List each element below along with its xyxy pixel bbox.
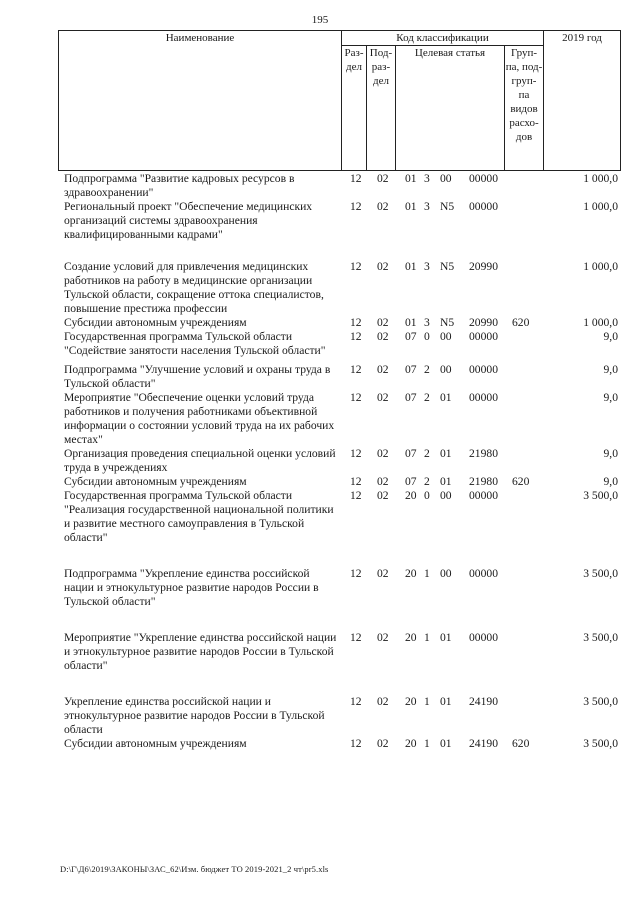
row-podr: 02 xyxy=(377,330,389,343)
table-row xyxy=(64,489,624,567)
row-razd: 12 xyxy=(350,200,362,213)
page-number: 195 xyxy=(311,14,329,26)
row-p4: 24190 xyxy=(469,695,498,708)
row-p2: 0 xyxy=(424,489,430,502)
row-p3: N5 xyxy=(440,316,455,329)
row-razd: 12 xyxy=(350,260,362,273)
row-podr: 02 xyxy=(377,447,389,460)
row-sum: 9,0 xyxy=(603,330,618,343)
row-name: Мероприятие "Укрепление единства российской нации и этнокультурное развитие народов России в Тульской области" xyxy=(64,631,337,672)
table-row xyxy=(64,363,624,391)
row-p3: 01 xyxy=(440,631,452,644)
header-name: Наименование xyxy=(59,31,342,171)
row-p4: 21980 xyxy=(469,447,498,460)
row-sum: 1 000,0 xyxy=(583,260,618,273)
table-row xyxy=(64,316,624,330)
row-name: Государственная программа Тульской области "Реализация государственной национальной политики и развитие местного самоуправления в Тульской области" xyxy=(64,489,334,544)
file-path-footer: D:\Г\Д6\2019\ЗАКОНЫ\ЗАС_62\Изм. бюджет ТО 2019-2021_2 чт\pr5.xls xyxy=(60,864,329,874)
table-row xyxy=(64,475,624,489)
row-razd: 12 xyxy=(350,363,362,376)
row-p4: 00000 xyxy=(469,200,498,213)
row-p2: 0 xyxy=(424,330,430,343)
row-podr: 02 xyxy=(377,200,389,213)
row-sum: 3 500,0 xyxy=(583,695,618,708)
row-p1: 20 xyxy=(405,567,417,580)
row-name: Подпрограмма "Улучшение условий и охраны труда в Тульской области" xyxy=(64,363,331,390)
row-p3: 01 xyxy=(440,475,452,488)
row-p1: 20 xyxy=(405,631,417,644)
row-p4: 00000 xyxy=(469,363,498,376)
row-name: Подпрограмма "Укрепление единства российской нации и этнокультурное развитие народов России в Тульской области" xyxy=(64,567,319,608)
row-p1: 07 xyxy=(405,330,417,343)
row-razd: 12 xyxy=(350,172,362,185)
table-row xyxy=(64,260,624,316)
row-p2: 2 xyxy=(424,391,430,404)
row-podr: 02 xyxy=(377,363,389,376)
row-razd: 12 xyxy=(350,330,362,343)
row-p4: 00000 xyxy=(469,567,498,580)
row-grp: 620 xyxy=(512,316,530,329)
row-p2: 2 xyxy=(424,447,430,460)
row-sum: 9,0 xyxy=(603,475,618,488)
table-body xyxy=(64,172,624,751)
row-razd: 12 xyxy=(350,737,362,750)
row-sum: 9,0 xyxy=(603,447,618,460)
row-name: Мероприятие "Обеспечение оценки условий труда работников и получения работниками объективной информации о состоянии условий труда на их рабочих местах" xyxy=(64,391,335,446)
row-p4: 21980 xyxy=(469,475,498,488)
row-razd: 12 xyxy=(350,567,362,580)
row-name: Укрепление единства российской нации и этнокультурное развитие народов России в Тульской области xyxy=(64,695,325,736)
row-razd: 12 xyxy=(350,475,362,488)
row-razd: 12 xyxy=(350,447,362,460)
row-name: Организация проведения специальной оценки условий труда в учреждениях xyxy=(64,447,336,474)
row-sum: 3 500,0 xyxy=(583,631,618,644)
row-razd: 12 xyxy=(350,391,362,404)
row-name: Создание условий для привлечения медицинских работников на работу в медицинские организации Тульской области, сокращение оттока специалистов, повышение престижа профессии xyxy=(64,260,324,315)
row-p4: 00000 xyxy=(469,391,498,404)
row-podr: 02 xyxy=(377,316,389,329)
row-p3: 01 xyxy=(440,737,452,750)
row-p3: N5 xyxy=(440,200,455,213)
row-podr: 02 xyxy=(377,695,389,708)
row-p1: 20 xyxy=(405,489,417,502)
header-podrazdel: Под- раз- дел xyxy=(367,46,396,171)
row-p2: 1 xyxy=(424,737,430,750)
row-podr: 02 xyxy=(377,631,389,644)
row-p4: 00000 xyxy=(469,330,498,343)
row-p1: 07 xyxy=(405,447,417,460)
row-grp: 620 xyxy=(512,475,530,488)
row-p1: 20 xyxy=(405,695,417,708)
row-p2: 3 xyxy=(424,172,430,185)
row-p1: 01 xyxy=(405,260,417,273)
row-razd: 12 xyxy=(350,316,362,329)
row-podr: 02 xyxy=(377,260,389,273)
row-sum: 9,0 xyxy=(603,363,618,376)
row-p3: 01 xyxy=(440,695,452,708)
row-podr: 02 xyxy=(377,475,389,488)
row-p4: 24190 xyxy=(469,737,498,750)
row-sum: 1 000,0 xyxy=(583,172,618,185)
row-podr: 02 xyxy=(377,737,389,750)
row-p2: 2 xyxy=(424,363,430,376)
row-sum: 1 000,0 xyxy=(583,316,618,329)
row-p1: 01 xyxy=(405,200,417,213)
row-razd: 12 xyxy=(350,631,362,644)
row-sum: 9,0 xyxy=(603,391,618,404)
row-p1: 01 xyxy=(405,316,417,329)
row-name: Подпрограмма "Развитие кадровых ресурсов в здравоохранении" xyxy=(64,172,295,199)
row-p2: 3 xyxy=(424,316,430,329)
row-podr: 02 xyxy=(377,172,389,185)
header-classification: Код классификации xyxy=(342,31,544,46)
row-sum: 3 500,0 xyxy=(583,737,618,750)
row-name: Региональный проект "Обеспечение медицинских организаций системы здравоохранения квалифицированными кадрами" xyxy=(64,200,313,241)
header-group: Груп- па, под- груп- па видов расхо- дов xyxy=(505,46,544,171)
table-row xyxy=(64,391,624,447)
row-p3: 00 xyxy=(440,489,452,502)
table-row xyxy=(64,567,624,631)
row-p3: 00 xyxy=(440,330,452,343)
row-p1: 07 xyxy=(405,391,417,404)
header-target-article: Целевая статья xyxy=(396,46,505,171)
row-sum: 1 000,0 xyxy=(583,200,618,213)
table-row xyxy=(64,695,624,737)
header-year: 2019 год xyxy=(544,31,621,171)
table-row xyxy=(64,737,624,751)
row-p3: 00 xyxy=(440,363,452,376)
row-sum: 3 500,0 xyxy=(583,489,618,502)
row-p4: 20990 xyxy=(469,316,498,329)
row-p1: 07 xyxy=(405,475,417,488)
row-p4: 00000 xyxy=(469,631,498,644)
row-p3: 01 xyxy=(440,447,452,460)
row-p1: 07 xyxy=(405,363,417,376)
row-name: Субсидии автономным учреждениям xyxy=(64,316,247,329)
row-p4: 00000 xyxy=(469,489,498,502)
table-row xyxy=(64,631,624,695)
table-row xyxy=(64,330,624,363)
row-p1: 20 xyxy=(405,737,417,750)
row-p1: 01 xyxy=(405,172,417,185)
row-p2: 2 xyxy=(424,475,430,488)
row-razd: 12 xyxy=(350,489,362,502)
row-podr: 02 xyxy=(377,567,389,580)
row-podr: 02 xyxy=(377,391,389,404)
row-name: Субсидии автономным учреждениям xyxy=(64,737,247,750)
row-p2: 3 xyxy=(424,260,430,273)
row-name: Субсидии автономным учреждениям xyxy=(64,475,247,488)
row-p2: 1 xyxy=(424,695,430,708)
row-sum: 3 500,0 xyxy=(583,567,618,580)
table-row xyxy=(64,200,624,260)
row-name: Государственная программа Тульской области "Содействие занятости населения Тульской области" xyxy=(64,330,326,357)
row-p2: 3 xyxy=(424,200,430,213)
row-razd: 12 xyxy=(350,695,362,708)
row-p3: 01 xyxy=(440,391,452,404)
row-p2: 1 xyxy=(424,631,430,644)
row-grp: 620 xyxy=(512,737,530,750)
table-row xyxy=(64,447,624,475)
row-p4: 20990 xyxy=(469,260,498,273)
row-p3: N5 xyxy=(440,260,455,273)
row-p3: 00 xyxy=(440,172,452,185)
row-p3: 00 xyxy=(440,567,452,580)
table-row xyxy=(64,172,624,200)
row-p4: 00000 xyxy=(469,172,498,185)
table-header xyxy=(58,30,621,171)
row-podr: 02 xyxy=(377,489,389,502)
row-p2: 1 xyxy=(424,567,430,580)
header-razdel: Раз- дел xyxy=(342,46,367,171)
